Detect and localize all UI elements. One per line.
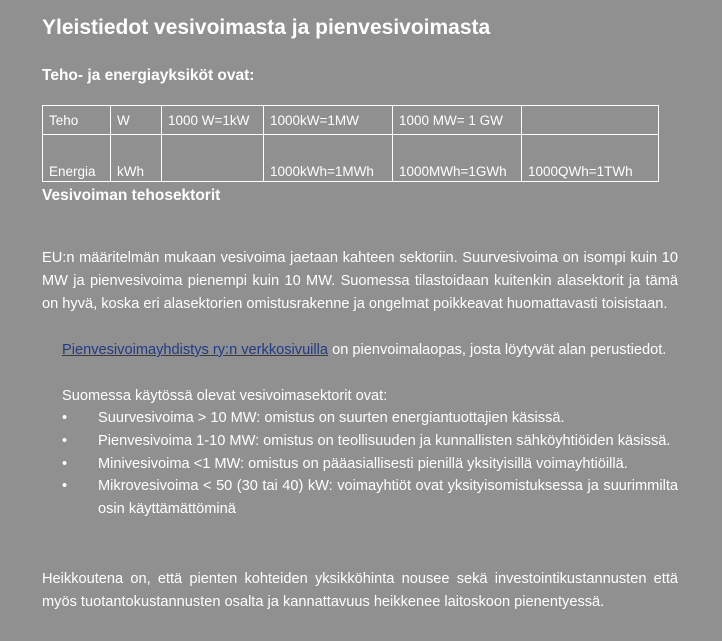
sectors-heading: Vesivoiman tehosektorit bbox=[42, 187, 221, 204]
list-item-text: Mikrovesivoima < 50 (30 tai 40) kW: voimayhtiöt ovat yksityisomistuksessa ja suurimmilta osin käyttämättöminä bbox=[98, 478, 678, 518]
table-cell: 1000kW=1MW bbox=[264, 106, 393, 135]
table-row bbox=[43, 135, 659, 182]
bullet-icon: • bbox=[62, 410, 68, 426]
table-cell: kWh bbox=[111, 135, 162, 182]
table-row bbox=[43, 106, 659, 135]
table-cell bbox=[522, 106, 659, 135]
list-item-text: Suurvesivoima > 10 MW: omistus on suurten energiantuottajien käsissä. bbox=[98, 410, 565, 426]
table-cell: 1000 W=1kW bbox=[162, 106, 264, 135]
paragraph-guide bbox=[42, 339, 678, 362]
paragraph-sectors-intro: Suomessa käytössä olevat vesivoimasektorit ovat: bbox=[62, 388, 388, 404]
bullet-icon: • bbox=[62, 478, 68, 495]
table-cell: W bbox=[111, 106, 162, 135]
list-item-text: Pienvesivoima 1-10 MW: omistus on teollisuuden ja kunnallisten sähköyhtiöiden käsissä. bbox=[98, 432, 671, 449]
association-website-link[interactable]: Pienvesivoimayhdistys ry:n verkkosivuilla bbox=[62, 342, 329, 358]
units-table bbox=[42, 105, 659, 182]
table-cell bbox=[162, 135, 264, 182]
table-cell: 1000QWh=1TWh bbox=[522, 135, 659, 182]
table-cell: Energia bbox=[43, 135, 111, 182]
table-cell: 1000MWh=1GWh bbox=[393, 135, 522, 182]
bullet-icon: • bbox=[62, 432, 68, 449]
paragraph-guide-text: on pienvoimalaopas, josta löytyvät alan perustiedot. bbox=[328, 342, 667, 358]
units-heading: Teho- ja energiayksiköt ovat: bbox=[42, 67, 255, 84]
list-item bbox=[42, 407, 678, 430]
list-item bbox=[42, 475, 678, 521]
page-title: Yleistiedot vesivoimasta ja pienvesivoimasta bbox=[42, 16, 491, 39]
paragraph-eu-definition: EU:n määritelmän mukaan vesivoima jaetaan kahteen sektoriin. Suurvesivoima on isompi kuin 10 MW ja pienvesivoima pienempi kuin 10 MW. Suomessa tilastoidaan kuitenkin alasektorit ja tämä on hyvä, koska eri alasektorien omistusrakenne ja ongelmat poikkeavat huomattavasti toisistaan. bbox=[42, 250, 678, 312]
list-item bbox=[42, 430, 678, 453]
table-cell: Teho bbox=[43, 106, 111, 135]
list-item bbox=[42, 453, 678, 476]
sectors-list bbox=[42, 407, 678, 521]
paragraph-weakness: Heikkoutena on, että pienten kohteiden yksikköhinta nousee sekä investointikustannusten että myös tuotantokustannusten osalta ja kannattavuus heikkenee laitoskoon pienentyessä. bbox=[42, 571, 678, 610]
table-cell: 1000kWh=1MWh bbox=[264, 135, 393, 182]
list-item-text: Minivesivoima <1 MW: omistus on pääasiallisesti pienillä yksityisillä voimayhtiöillä. bbox=[98, 455, 628, 472]
bullet-icon: • bbox=[62, 455, 68, 472]
table-cell: 1000 MW= 1 GW bbox=[393, 106, 522, 135]
